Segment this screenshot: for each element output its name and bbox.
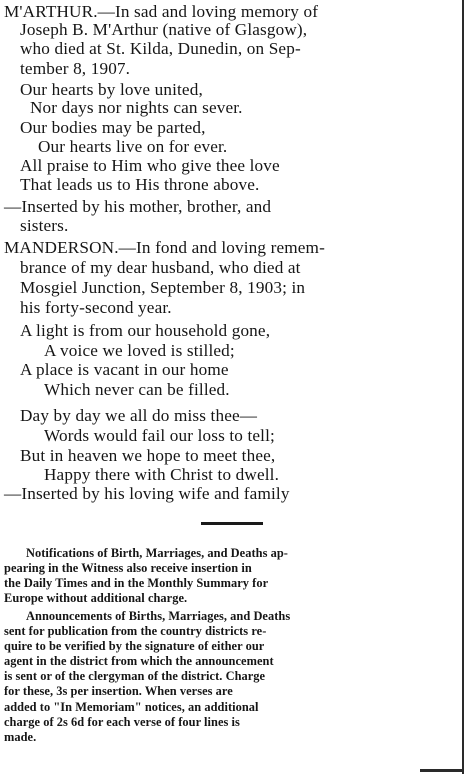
verse-line: All praise to Him who give thee love [20, 156, 280, 175]
notification-line: sent for publication from the country districts re- [4, 624, 267, 638]
notice-text-line: tember 8, 1907. [20, 59, 131, 78]
verse-line: Our hearts by love united, [20, 80, 203, 99]
notification-line: quire to be verified by the signature of either our [4, 639, 265, 653]
notice-heading-line: MANDERSON.—In fond and loving remem- [4, 238, 325, 257]
notice-text-line: Mosgiel Junction, September 8, 1903; in [20, 278, 306, 297]
verse-line: Nor days nor nights can sever. [30, 98, 243, 117]
notice-text-line: brance of my dear husband, who died at [20, 258, 301, 277]
verse-line: Happy there with Christ to dwell. [44, 465, 280, 484]
verse-line: But in heaven we hope to meet thee, [20, 446, 276, 465]
notice-text-line: his forty-second year. [20, 298, 172, 317]
notification-line: agent in the district from which the announcement [4, 654, 274, 668]
verse-line: Words would fail our loss to tell; [44, 426, 275, 445]
verse-line: A voice we loved is stilled; [44, 341, 235, 360]
notice-text-line: Joseph B. M'Arthur (native of Glasgow), [20, 20, 308, 39]
notification-line: Notifications of Birth, Marriages, and Deaths ap- [26, 546, 288, 560]
inserted-by-line: —Inserted by his loving wife and family [4, 484, 290, 503]
verse-line: Our hearts live on for ever. [38, 137, 228, 156]
notification-line: added to "In Memoriam" notices, an additional [4, 700, 259, 714]
notification-line: the Daily Times and in the Monthly Summary for [4, 576, 269, 590]
verse-line: Day by day we all do miss thee— [20, 406, 258, 425]
notification-line: pearing in the Witness also receive insertion in [4, 561, 252, 575]
notification-line: Announcements of Births, Marriages, and Deaths [26, 609, 291, 623]
column-edge-rule [462, 0, 464, 774]
section-divider [201, 522, 263, 525]
notice-heading-line: M'ARTHUR.—In sad and loving memory of [4, 2, 319, 21]
notification-line: made. [4, 730, 37, 744]
notification-line: for these, 3s per insertion. When verses are [4, 684, 233, 698]
notification-line: Europe without additional charge. [4, 591, 188, 605]
column-bottom-rule [420, 769, 464, 772]
inserted-by-line: sisters. [20, 216, 69, 235]
notice-text-line: who died at St. Kilda, Dunedin, on Sep- [20, 39, 301, 58]
verse-line: Which never can be filled. [44, 380, 230, 399]
inserted-by-line: —Inserted by his mother, brother, and [4, 197, 272, 216]
notification-line: charge of 2s 6d for each verse of four lines is [4, 715, 240, 729]
verse-line: That leads us to His throne above. [20, 175, 260, 194]
verse-line: Our bodies may be parted, [20, 118, 206, 137]
verse-line: A place is vacant in our home [20, 360, 229, 379]
notification-line: is sent or of the clergyman of the district. Charge [4, 669, 266, 683]
verse-line: A light is from our household gone, [20, 321, 271, 340]
